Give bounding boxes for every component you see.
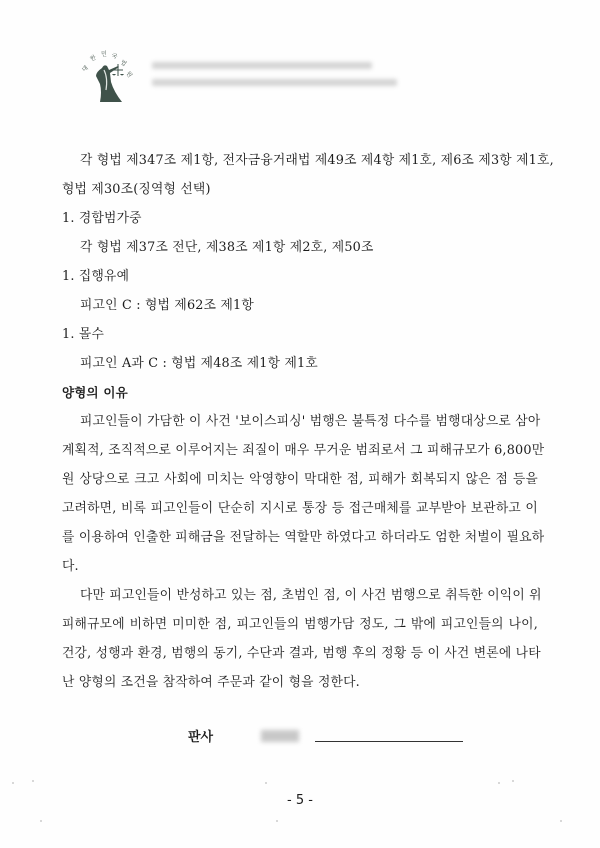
- judgment-body: [62, 146, 554, 697]
- scan-speck: [32, 780, 34, 782]
- scan-speck: [512, 780, 514, 782]
- scan-speck: [265, 782, 267, 784]
- judge-signature-block: [188, 726, 463, 745]
- body-line: 피고인 C : 형법 제62조 제1항: [80, 298, 254, 313]
- body-line: 고려하면, 비록 피고인들이 단순히 지시로 통장 등 접근매체를 교부받아 보관하고 이: [62, 501, 538, 516]
- body-line: 형법 제30조(징역형 선택): [62, 182, 211, 197]
- svg-text:대: 대: [80, 64, 90, 74]
- page-number: - 5 -: [287, 793, 313, 808]
- body-line: 원 상당으로 크고 사회에 미치는 악영향이 막대한 점, 피해가 회복되지 않은 점 등을: [62, 472, 538, 487]
- section-heading-sentencing-reason: 양형의 이유: [62, 385, 128, 400]
- svg-text:법: 법: [118, 58, 128, 68]
- section-title-confiscation: 1. 몰수: [62, 327, 105, 342]
- body-line: 피고인들이 가담한 이 사건 '보이스피싱' 범행은 불특정 다수를 범행대상으로 삼아: [80, 414, 541, 429]
- svg-text:국: 국: [110, 52, 119, 61]
- body-line: 다.: [62, 559, 79, 574]
- body-line: 각 형법 제347조 제1항, 전자금융거래법 제49조 제4항 제1호, 제6조 제3항 제1호,: [80, 153, 554, 168]
- body-line: 다만 피고인들이 반성하고 있는 점, 초범인 점, 이 사건 범행으로 취득한 이익이 위: [80, 588, 542, 603]
- redacted-line: [152, 62, 372, 69]
- court-seal-lady-justice-icon: [78, 46, 142, 106]
- scan-speck: [276, 820, 278, 822]
- section-title-suspension: 1. 집행유예: [62, 269, 130, 284]
- court-seal-logo: [78, 46, 142, 106]
- redacted-court-header: [152, 62, 397, 96]
- scan-speck: [498, 782, 500, 784]
- body-line: 를 이용하여 인출한 피해금을 전달하는 역할만 하였다고 하더라도 엄한 처벌이 필요하: [62, 530, 545, 545]
- body-line: 피고인 A과 C : 형법 제48조 제1항 제1호: [80, 356, 318, 371]
- body-line: 피해규모에 비하면 미미한 점, 피고인들의 범행가담 정도, 그 밖에 피고인들의 나이,: [62, 617, 538, 632]
- svg-text:한: 한: [89, 54, 98, 63]
- redacted-line: [152, 79, 397, 86]
- redacted-judge-name: [261, 730, 299, 742]
- body-line: 난 양형의 조건을 참작하여 주문과 같이 형을 정한다.: [62, 675, 360, 690]
- svg-text:원: 원: [124, 70, 134, 79]
- scan-speck: [40, 820, 42, 822]
- signature-line: [315, 741, 463, 742]
- scan-speck: [12, 782, 14, 784]
- scan-speck: [560, 820, 562, 822]
- judge-label: 판사: [188, 730, 214, 745]
- svg-text:민: 민: [101, 51, 107, 58]
- section-title-aggravation: 1. 경합범가중: [62, 211, 142, 226]
- body-line: 각 형법 제37조 전단, 제38조 제1항 제2호, 제50조: [80, 240, 374, 255]
- body-line: 건강, 성행과 환경, 범행의 동기, 수단과 결과, 범행 후의 정황 등 이 사건 변론에 나타: [62, 646, 541, 661]
- body-line: 계획적, 조직적으로 이루어지는 죄질이 매우 무거운 범죄로서 그 피해규모가 6,800만: [62, 443, 545, 458]
